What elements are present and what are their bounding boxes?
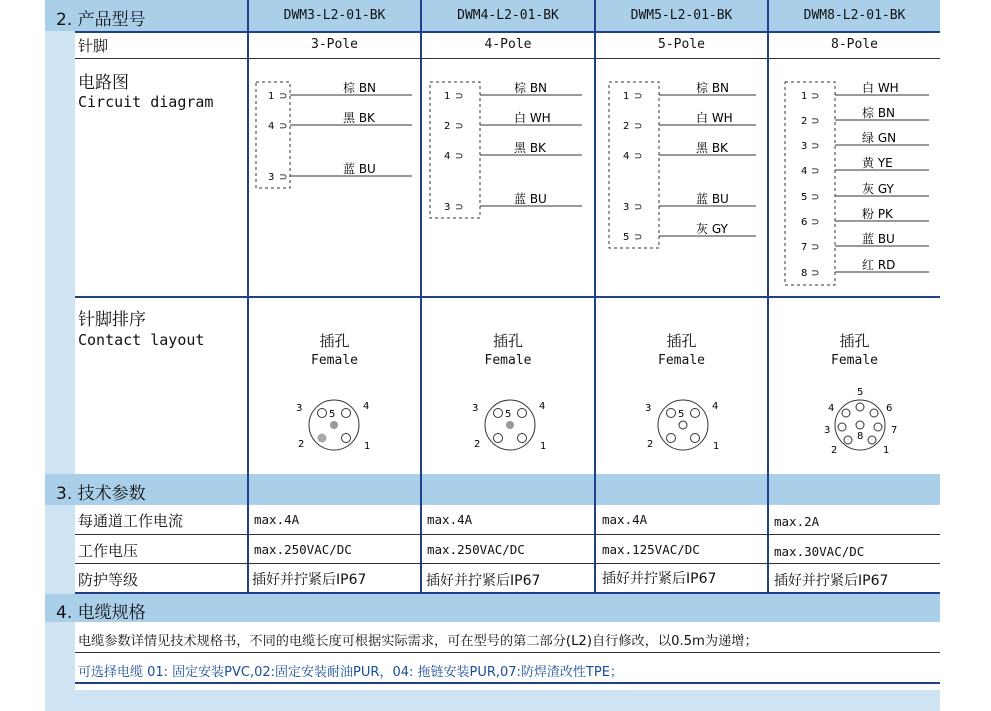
contact-type-4: 插孔 Female: [831, 332, 878, 368]
svg-text:5: 5: [678, 409, 685, 420]
wire-3: [801, 131, 929, 152]
svg-text:⊃: ⊃: [811, 116, 820, 127]
wire-label: 棕 BN: [343, 81, 377, 95]
wire-5: [623, 222, 756, 243]
contact-type-3: 插孔 Female: [658, 332, 705, 368]
model-header-3: DWM5-L2-01-BK: [630, 8, 733, 23]
svg-text:⊃: ⊃: [279, 91, 288, 102]
svg-text:1: 1: [444, 91, 451, 102]
svg-text:3: 3: [801, 141, 808, 152]
svg-text:2: 2: [623, 121, 630, 132]
svg-text:蓝 BU: 蓝 BU: [862, 232, 895, 246]
svg-text:粉 PK: 粉 PK: [862, 207, 893, 221]
contact-layout-8pole: [820, 383, 900, 463]
wire-8: [801, 258, 929, 279]
svg-text:绿 GN: 绿 GN: [862, 131, 897, 145]
svg-text:5: 5: [623, 232, 630, 243]
svg-text:2: 2: [801, 116, 808, 127]
pins-value-3: 5-Pole: [658, 37, 705, 52]
circuit-label-en: Circuit diagram: [78, 93, 214, 111]
svg-text:5: 5: [801, 192, 808, 203]
spec-current-2: max.4A: [427, 512, 473, 527]
wire-7: [801, 231, 929, 253]
svg-text:4: 4: [801, 166, 808, 177]
wire-2: [623, 111, 756, 132]
svg-text:7: 7: [801, 242, 808, 253]
svg-text:棕 BN: 棕 BN: [862, 106, 896, 120]
svg-text:⊃: ⊃: [811, 141, 820, 152]
svg-text:白 WH: 白 WH: [696, 111, 733, 125]
svg-text:灰 GY: 灰 GY: [862, 182, 894, 196]
spec-protection-2: 插好并拧紧后IP67: [426, 573, 541, 589]
svg-text:⊃: ⊃: [811, 91, 820, 102]
wire-4: [444, 191, 582, 213]
svg-text:3: 3: [645, 403, 652, 414]
circuit-label-cn: 电路图: [78, 73, 129, 93]
svg-text:⊃: ⊃: [811, 166, 820, 177]
svg-text:棕 BN: 棕 BN: [514, 81, 548, 95]
pin-number: 3: [268, 172, 275, 183]
svg-text:2: 2: [298, 439, 305, 450]
wire-3: [623, 141, 756, 162]
section4-header-band: [45, 594, 940, 622]
svg-text:⊃: ⊃: [455, 151, 464, 162]
contact-layout-5pole: [643, 393, 723, 463]
svg-text:白 WH: 白 WH: [514, 111, 551, 125]
wire-1: [623, 80, 756, 102]
svg-text:⊃: ⊃: [811, 268, 820, 279]
bottom-strip: [45, 690, 940, 711]
svg-text:2: 2: [444, 121, 451, 132]
contact-layout-3pole: [294, 393, 374, 463]
svg-text:4: 4: [712, 401, 719, 412]
svg-text:灰 GY: 灰 GY: [696, 222, 728, 236]
wire-5: [801, 182, 929, 203]
spec-voltage-1: max.250VAC/DC: [254, 542, 352, 557]
svg-text:6: 6: [886, 403, 893, 414]
circuit-diagram-8pole: [769, 60, 940, 294]
svg-text:棕 BN: 棕 BN: [696, 81, 730, 95]
svg-text:蓝 BU: 蓝 BU: [514, 192, 547, 206]
cable-options: 可选择电缆 01: 固定安装PVC,02:固定安装耐油PUR，04: 拖链安装PUR,07:防焊渣改性TPE；: [78, 665, 623, 680]
svg-text:4: 4: [539, 401, 546, 412]
pin-number: 1: [268, 91, 275, 102]
section3-title: 3. 技术参数: [56, 484, 146, 504]
wire-label: 黑 BK: [343, 111, 375, 125]
model-header-4: DWM8-L2-01-BK: [803, 8, 906, 23]
svg-text:⊃: ⊃: [279, 172, 288, 183]
svg-text:3: 3: [444, 202, 451, 213]
spec-label-current: 每通道工作电流: [78, 512, 184, 530]
svg-text:4: 4: [363, 401, 370, 412]
pins-value-4: 8-Pole: [831, 37, 878, 52]
pins-label: 针脚: [78, 37, 109, 55]
svg-text:6: 6: [801, 217, 808, 228]
wire-2: [444, 111, 582, 132]
spec-protection-1: 插好并拧紧后IP67: [252, 572, 367, 588]
svg-text:4: 4: [828, 403, 835, 414]
svg-text:1: 1: [883, 445, 890, 456]
svg-text:黄 YE: 黄 YE: [862, 156, 893, 170]
circuit-diagram-5pole: [596, 60, 767, 294]
svg-text:⊃: ⊃: [634, 151, 643, 162]
svg-text:⊃: ⊃: [455, 91, 464, 102]
svg-text:⊃: ⊃: [634, 232, 643, 243]
spec-current-3: max.4A: [602, 512, 648, 527]
spec-current-4: max.2A: [774, 514, 820, 529]
svg-text:5: 5: [329, 409, 336, 420]
wire-1: [444, 80, 582, 102]
svg-text:8: 8: [857, 431, 864, 442]
cable-spec-note: 电缆参数详情见技术规格书，不同的电缆长度可根据实际需求，可在型号的第二部分(L2)自行修改，以0.5m为递增；: [78, 634, 758, 649]
model-header-1: DWM3-L2-01-BK: [283, 8, 386, 23]
svg-text:黑 BK: 黑 BK: [514, 141, 546, 155]
svg-text:白 WH: 白 WH: [862, 81, 899, 95]
svg-text:⊃: ⊃: [811, 242, 820, 253]
spec-protection-3: 插好并拧紧后IP67: [602, 571, 717, 587]
wire-4: [623, 191, 756, 213]
svg-text:2: 2: [474, 439, 481, 450]
svg-text:⊃: ⊃: [634, 91, 643, 102]
contact-type-2: 插孔 Female: [484, 332, 532, 368]
svg-text:4: 4: [444, 151, 451, 162]
contact-label-en: Contact layout: [78, 331, 205, 349]
svg-text:2: 2: [831, 445, 838, 456]
spec-current-1: max.4A: [254, 512, 300, 527]
svg-text:1: 1: [623, 91, 630, 102]
section2-title: 2. 产品型号: [56, 10, 146, 30]
svg-text:3: 3: [824, 425, 831, 436]
svg-text:1: 1: [540, 441, 547, 452]
svg-text:3: 3: [296, 403, 303, 414]
wire-4: [801, 156, 929, 177]
svg-text:⊃: ⊃: [634, 121, 643, 132]
contact-label-cn: 针脚排序: [78, 310, 146, 330]
svg-text:5: 5: [857, 387, 864, 398]
contact-layout-4pole: [470, 393, 550, 463]
svg-text:⊃: ⊃: [455, 121, 464, 132]
svg-text:1: 1: [364, 441, 371, 452]
svg-text:7: 7: [891, 425, 898, 436]
pins-value-2: 4-Pole: [484, 37, 532, 52]
svg-text:3: 3: [623, 202, 630, 213]
svg-text:3: 3: [472, 403, 479, 414]
spec-label-protection: 防护等级: [78, 571, 139, 589]
wire-label: 蓝 BU: [343, 162, 376, 176]
contact-type-1: 插孔 Female: [311, 332, 358, 368]
svg-text:⊃: ⊃: [811, 217, 820, 228]
svg-text:8: 8: [801, 268, 808, 279]
wire-2: [801, 105, 929, 127]
circuit-diagram-4pole: [422, 60, 594, 294]
svg-text:⊃: ⊃: [279, 121, 288, 132]
svg-text:黑 BK: 黑 BK: [696, 141, 728, 155]
section3-header-band: [45, 474, 940, 505]
svg-text:⊃: ⊃: [455, 202, 464, 213]
svg-text:2: 2: [647, 439, 654, 450]
svg-text:1: 1: [801, 91, 808, 102]
wire-1: [801, 81, 929, 102]
pins-value-1: 3-Pole: [311, 37, 358, 52]
spec-voltage-2: max.250VAC/DC: [427, 542, 525, 557]
wire-6: [801, 206, 929, 228]
spec-voltage-3: max.125VAC/DC: [602, 542, 700, 557]
svg-text:⊃: ⊃: [634, 202, 643, 213]
circuit-diagram-3pole: [249, 60, 420, 294]
svg-text:5: 5: [505, 409, 512, 420]
pin-number: 4: [268, 121, 275, 132]
spec-protection-4: 插好并拧紧后IP67: [774, 573, 889, 589]
svg-text:⊃: ⊃: [811, 192, 820, 203]
svg-text:4: 4: [623, 151, 630, 162]
spec-label-voltage: 工作电压: [78, 542, 139, 560]
svg-text:红 RD: 红 RD: [862, 258, 896, 272]
svg-text:1: 1: [713, 441, 720, 452]
model-header-2: DWM4-L2-01-BK: [457, 8, 559, 23]
section4-title: 4. 电缆规格: [56, 603, 146, 623]
spec-voltage-4: max.30VAC/DC: [774, 544, 865, 559]
svg-text:蓝 BU: 蓝 BU: [696, 192, 729, 206]
wire-3: [444, 141, 582, 162]
